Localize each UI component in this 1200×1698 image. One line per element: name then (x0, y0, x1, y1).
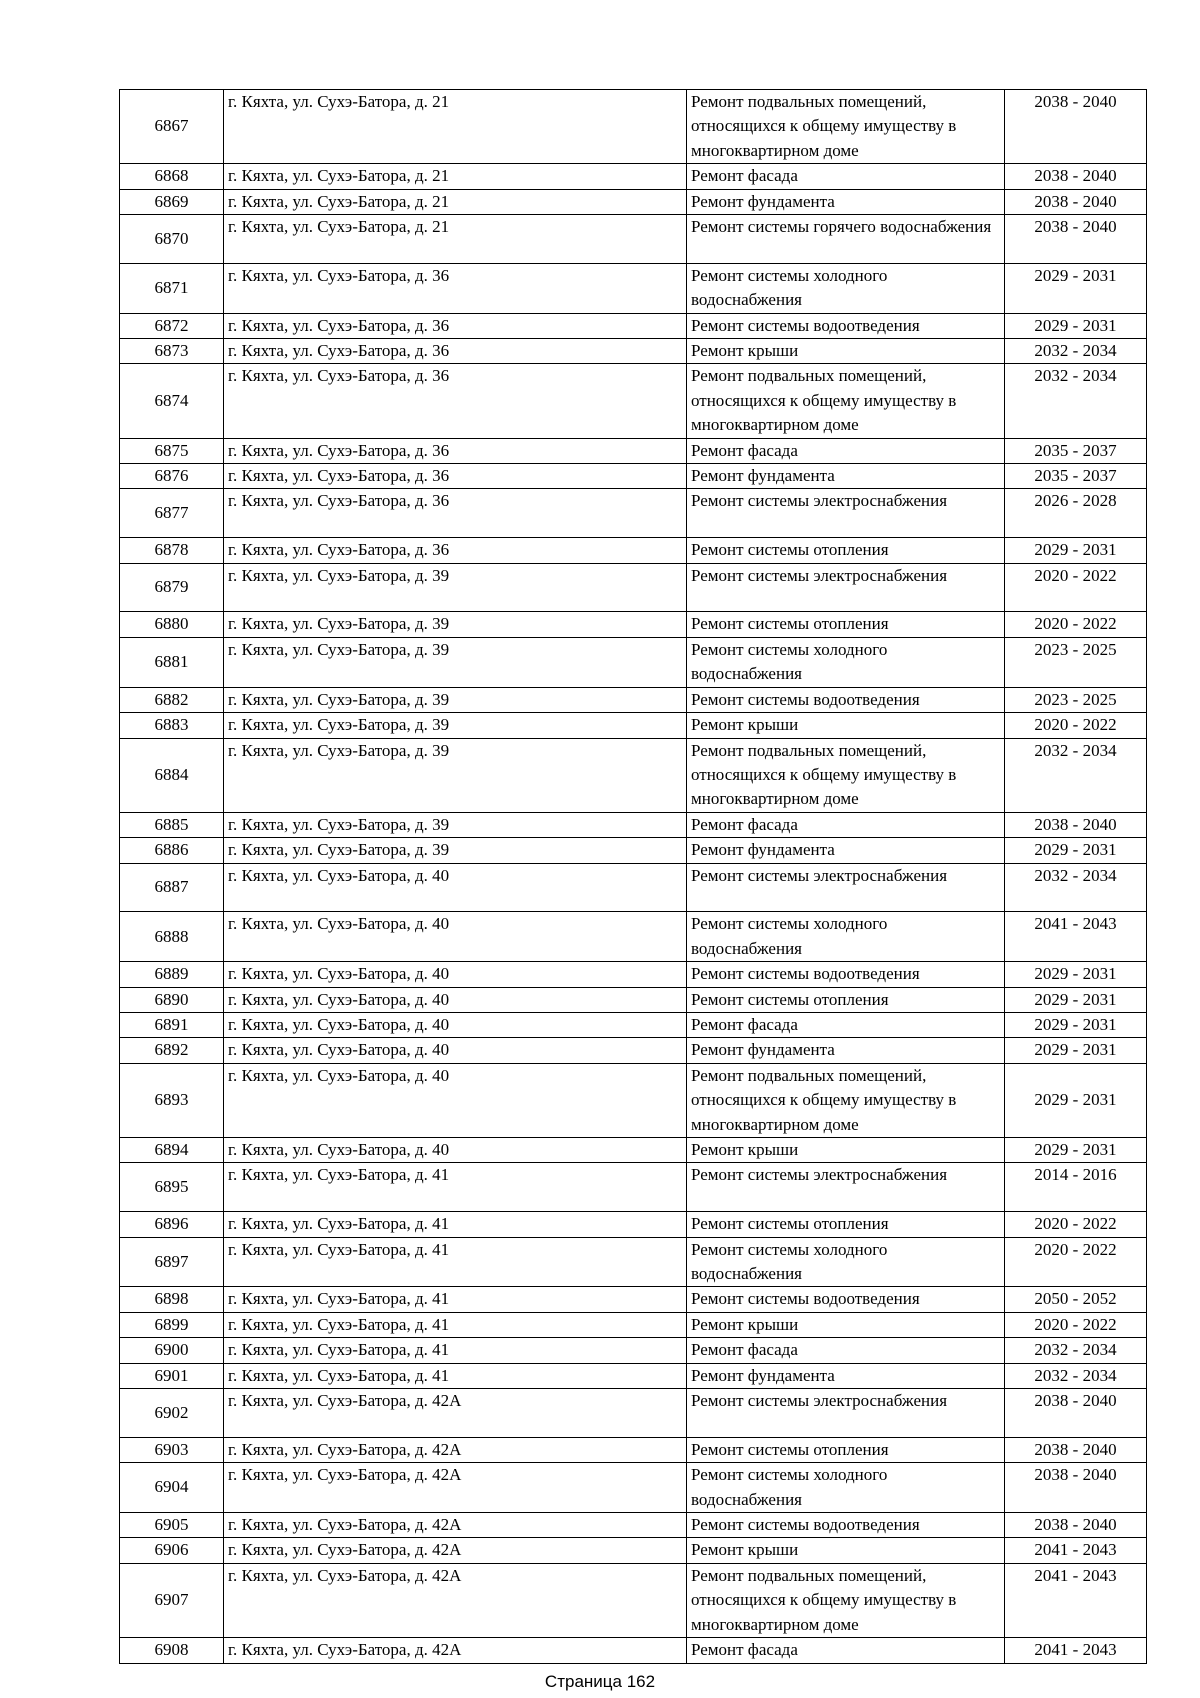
address-cell: г. Кяхта, ул. Сухэ-Батора, д. 21 (224, 189, 687, 214)
table-row (120, 90, 1147, 164)
work-type-cell: Ремонт системы отопления (687, 987, 1005, 1012)
address-cell: г. Кяхта, ул. Сухэ-Батора, д. 41 (224, 1338, 687, 1363)
address-cell: г. Кяхта, ул. Сухэ-Батора, д. 40 (224, 1038, 687, 1063)
table-row (120, 538, 1147, 563)
table-row (120, 1513, 1147, 1538)
years-cell: 2020 - 2022 (1005, 713, 1147, 738)
work-type-cell: Ремонт системы отопления (687, 1212, 1005, 1237)
work-type-cell: Ремонт крыши (687, 1138, 1005, 1163)
work-type-cell: Ремонт системы водоотведения (687, 1287, 1005, 1312)
table-row (120, 263, 1147, 313)
row-number: 6908 (120, 1638, 224, 1663)
table-row (120, 1138, 1147, 1163)
table-row (120, 612, 1147, 637)
address-cell: г. Кяхта, ул. Сухэ-Батора, д. 40 (224, 863, 687, 912)
years-cell: 2038 - 2040 (1005, 164, 1147, 189)
address-cell: г. Кяхта, ул. Сухэ-Батора, д. 42А (224, 1538, 687, 1563)
row-number: 6895 (120, 1163, 224, 1212)
table-row (120, 164, 1147, 189)
table-row (120, 1038, 1147, 1063)
address-cell: г. Кяхта, ул. Сухэ-Батора, д. 40 (224, 987, 687, 1012)
address-cell: г. Кяхта, ул. Сухэ-Батора, д. 42А (224, 1389, 687, 1438)
years-cell: 2041 - 2043 (1005, 912, 1147, 962)
work-type-cell: Ремонт системы холодного водоснабжения (687, 912, 1005, 962)
address-cell: г. Кяхта, ул. Сухэ-Батора, д. 36 (224, 538, 687, 563)
years-cell: 2032 - 2034 (1005, 364, 1147, 438)
row-number: 6905 (120, 1513, 224, 1538)
row-number: 6900 (120, 1338, 224, 1363)
address-cell: г. Кяхта, ул. Сухэ-Батора, д. 42А (224, 1563, 687, 1637)
row-number: 6869 (120, 189, 224, 214)
address-cell: г. Кяхта, ул. Сухэ-Батора, д. 39 (224, 637, 687, 687)
work-type-cell: Ремонт фундамента (687, 1038, 1005, 1063)
address-cell: г. Кяхта, ул. Сухэ-Батора, д. 21 (224, 90, 687, 164)
table-body (120, 90, 1147, 1664)
table-row (120, 838, 1147, 863)
address-cell: г. Кяхта, ул. Сухэ-Батора, д. 39 (224, 713, 687, 738)
work-type-cell: Ремонт фундамента (687, 838, 1005, 863)
table-row (120, 863, 1147, 912)
work-type-cell: Ремонт фасада (687, 164, 1005, 189)
table-row (120, 738, 1147, 812)
row-number: 6894 (120, 1138, 224, 1163)
table-row (120, 637, 1147, 687)
years-cell: 2029 - 2031 (1005, 1038, 1147, 1063)
years-cell: 2041 - 2043 (1005, 1538, 1147, 1563)
work-type-cell: Ремонт системы электроснабжения (687, 1389, 1005, 1438)
address-cell: г. Кяхта, ул. Сухэ-Батора, д. 39 (224, 812, 687, 837)
row-number: 6871 (120, 263, 224, 313)
address-cell: г. Кяхта, ул. Сухэ-Батора, д. 40 (224, 912, 687, 962)
row-number: 6878 (120, 538, 224, 563)
row-number: 6875 (120, 438, 224, 463)
row-number: 6881 (120, 637, 224, 687)
table-row (120, 687, 1147, 712)
table-row (120, 489, 1147, 538)
work-type-cell: Ремонт системы водоотведения (687, 687, 1005, 712)
address-cell: г. Кяхта, ул. Сухэ-Батора, д. 21 (224, 215, 687, 264)
row-number: 6873 (120, 339, 224, 364)
row-number: 6872 (120, 313, 224, 338)
years-cell: 2038 - 2040 (1005, 1513, 1147, 1538)
row-number: 6906 (120, 1538, 224, 1563)
work-type-cell: Ремонт фасада (687, 812, 1005, 837)
table-row (120, 438, 1147, 463)
row-number: 6874 (120, 364, 224, 438)
years-cell: 2029 - 2031 (1005, 313, 1147, 338)
address-cell: г. Кяхта, ул. Сухэ-Батора, д. 39 (224, 687, 687, 712)
row-number: 6877 (120, 489, 224, 538)
row-number: 6904 (120, 1463, 224, 1513)
row-number: 6884 (120, 738, 224, 812)
table-row (120, 1437, 1147, 1462)
table-row (120, 912, 1147, 962)
row-number: 6901 (120, 1363, 224, 1388)
address-cell: г. Кяхта, ул. Сухэ-Батора, д. 41 (224, 1212, 687, 1237)
years-cell: 2029 - 2031 (1005, 263, 1147, 313)
address-cell: г. Кяхта, ул. Сухэ-Батора, д. 21 (224, 164, 687, 189)
table-row (120, 1163, 1147, 1212)
work-type-cell: Ремонт системы холодного водоснабжения (687, 1237, 1005, 1287)
table-row (120, 1012, 1147, 1037)
row-number: 6903 (120, 1437, 224, 1462)
work-type-cell: Ремонт фундамента (687, 1363, 1005, 1388)
address-cell: г. Кяхта, ул. Сухэ-Батора, д. 39 (224, 838, 687, 863)
address-cell: г. Кяхта, ул. Сухэ-Батора, д. 36 (224, 313, 687, 338)
address-cell: г. Кяхта, ул. Сухэ-Батора, д. 39 (224, 612, 687, 637)
years-cell: 2041 - 2043 (1005, 1563, 1147, 1637)
work-type-cell: Ремонт системы отопления (687, 538, 1005, 563)
table-row (120, 1538, 1147, 1563)
table-row (120, 987, 1147, 1012)
years-cell: 2014 - 2016 (1005, 1163, 1147, 1212)
address-cell: г. Кяхта, ул. Сухэ-Батора, д. 36 (224, 364, 687, 438)
work-type-cell: Ремонт системы водоотведения (687, 1513, 1005, 1538)
row-number: 6897 (120, 1237, 224, 1287)
table-row (120, 1237, 1147, 1287)
years-cell: 2038 - 2040 (1005, 189, 1147, 214)
work-type-cell: Ремонт крыши (687, 1538, 1005, 1563)
years-cell: 2032 - 2034 (1005, 339, 1147, 364)
address-cell: г. Кяхта, ул. Сухэ-Батора, д. 42А (224, 1638, 687, 1663)
years-cell: 2029 - 2031 (1005, 962, 1147, 987)
work-type-cell: Ремонт системы горячего водоснабжения (687, 215, 1005, 264)
work-type-cell: Ремонт подвальных помещений, относящихся к общему имуществу в многоквартирном доме (687, 738, 1005, 812)
table-row (120, 962, 1147, 987)
address-cell: г. Кяхта, ул. Сухэ-Батора, д. 36 (224, 263, 687, 313)
table-row (120, 713, 1147, 738)
table-row (120, 1463, 1147, 1513)
years-cell: 2035 - 2037 (1005, 464, 1147, 489)
table-row (120, 563, 1147, 612)
address-cell: г. Кяхта, ул. Сухэ-Батора, д. 41 (224, 1363, 687, 1388)
table-row (120, 1389, 1147, 1438)
address-cell: г. Кяхта, ул. Сухэ-Батора, д. 42А (224, 1513, 687, 1538)
years-cell: 2029 - 2031 (1005, 538, 1147, 563)
address-cell: г. Кяхта, ул. Сухэ-Батора, д. 36 (224, 464, 687, 489)
years-cell: 2020 - 2022 (1005, 1237, 1147, 1287)
years-cell: 2038 - 2040 (1005, 1463, 1147, 1513)
years-cell: 2029 - 2031 (1005, 987, 1147, 1012)
work-type-cell: Ремонт фасада (687, 1012, 1005, 1037)
row-number: 6879 (120, 563, 224, 612)
address-cell: г. Кяхта, ул. Сухэ-Батора, д. 36 (224, 438, 687, 463)
address-cell: г. Кяхта, ул. Сухэ-Батора, д. 40 (224, 1138, 687, 1163)
address-cell: г. Кяхта, ул. Сухэ-Батора, д. 36 (224, 489, 687, 538)
table-row (120, 464, 1147, 489)
row-number: 6907 (120, 1563, 224, 1637)
years-cell: 2041 - 2043 (1005, 1638, 1147, 1663)
row-number: 6886 (120, 838, 224, 863)
table-row (120, 1212, 1147, 1237)
work-type-cell: Ремонт системы отопления (687, 612, 1005, 637)
table-row (120, 215, 1147, 264)
years-cell: 2050 - 2052 (1005, 1287, 1147, 1312)
years-cell: 2038 - 2040 (1005, 90, 1147, 164)
table-row (120, 1338, 1147, 1363)
years-cell: 2026 - 2028 (1005, 489, 1147, 538)
years-cell: 2038 - 2040 (1005, 215, 1147, 264)
work-type-cell: Ремонт подвальных помещений, относящихся к общему имуществу в многоквартирном доме (687, 364, 1005, 438)
work-type-cell: Ремонт крыши (687, 713, 1005, 738)
table-row (120, 812, 1147, 837)
work-type-cell: Ремонт системы холодного водоснабжения (687, 637, 1005, 687)
row-number: 6899 (120, 1312, 224, 1337)
years-cell: 2020 - 2022 (1005, 612, 1147, 637)
row-number: 6889 (120, 962, 224, 987)
address-cell: г. Кяхта, ул. Сухэ-Батора, д. 36 (224, 339, 687, 364)
work-type-cell: Ремонт крыши (687, 339, 1005, 364)
table-row (120, 1312, 1147, 1337)
row-number: 6882 (120, 687, 224, 712)
years-cell: 2029 - 2031 (1005, 838, 1147, 863)
table-row (120, 189, 1147, 214)
row-number: 6867 (120, 90, 224, 164)
years-cell: 2020 - 2022 (1005, 563, 1147, 612)
row-number: 6892 (120, 1038, 224, 1063)
address-cell: г. Кяхта, ул. Сухэ-Батора, д. 41 (224, 1163, 687, 1212)
work-type-cell: Ремонт системы водоотведения (687, 313, 1005, 338)
years-cell: 2020 - 2022 (1005, 1312, 1147, 1337)
work-type-cell: Ремонт подвальных помещений, относящихся к общему имуществу в многоквартирном доме (687, 1563, 1005, 1637)
row-number: 6902 (120, 1389, 224, 1438)
table-row (120, 1363, 1147, 1388)
row-number: 6898 (120, 1287, 224, 1312)
table-row (120, 1063, 1147, 1137)
address-cell: г. Кяхта, ул. Сухэ-Батора, д. 40 (224, 1063, 687, 1137)
years-cell: 2032 - 2034 (1005, 738, 1147, 812)
years-cell: 2029 - 2031 (1005, 1138, 1147, 1163)
work-type-cell: Ремонт системы электроснабжения (687, 1163, 1005, 1212)
work-type-cell: Ремонт системы отопления (687, 1437, 1005, 1462)
address-cell: г. Кяхта, ул. Сухэ-Батора, д. 40 (224, 1012, 687, 1037)
table-row (120, 1563, 1147, 1637)
work-type-cell: Ремонт фасада (687, 1338, 1005, 1363)
years-cell: 2032 - 2034 (1005, 1338, 1147, 1363)
row-number: 6891 (120, 1012, 224, 1037)
years-cell: 2032 - 2034 (1005, 863, 1147, 912)
address-cell: г. Кяхта, ул. Сухэ-Батора, д. 39 (224, 738, 687, 812)
years-cell: 2020 - 2022 (1005, 1212, 1147, 1237)
work-type-cell: Ремонт фасада (687, 438, 1005, 463)
years-cell: 2023 - 2025 (1005, 637, 1147, 687)
years-cell: 2038 - 2040 (1005, 1389, 1147, 1438)
row-number: 6890 (120, 987, 224, 1012)
work-type-cell: Ремонт фасада (687, 1638, 1005, 1663)
years-cell: 2038 - 2040 (1005, 812, 1147, 837)
work-type-cell: Ремонт системы водоотведения (687, 962, 1005, 987)
work-type-cell: Ремонт крыши (687, 1312, 1005, 1337)
table-row (120, 1638, 1147, 1663)
work-type-cell: Ремонт фундамента (687, 464, 1005, 489)
work-type-cell: Ремонт системы холодного водоснабжения (687, 263, 1005, 313)
years-cell: 2029 - 2031 (1005, 1012, 1147, 1037)
years-cell: 2029 - 2031 (1005, 1063, 1147, 1137)
repair-schedule-table (119, 89, 1147, 1664)
table-row (120, 313, 1147, 338)
address-cell: г. Кяхта, ул. Сухэ-Батора, д. 41 (224, 1312, 687, 1337)
row-number: 6888 (120, 912, 224, 962)
row-number: 6885 (120, 812, 224, 837)
address-cell: г. Кяхта, ул. Сухэ-Батора, д. 40 (224, 962, 687, 987)
years-cell: 2038 - 2040 (1005, 1437, 1147, 1462)
work-type-cell: Ремонт подвальных помещений, относящихся к общему имуществу в многоквартирном доме (687, 90, 1005, 164)
address-cell: г. Кяхта, ул. Сухэ-Батора, д. 41 (224, 1237, 687, 1287)
page-footer: Страница 162 (544, 1672, 656, 1691)
row-number: 6887 (120, 863, 224, 912)
address-cell: г. Кяхта, ул. Сухэ-Батора, д. 39 (224, 563, 687, 612)
address-cell: г. Кяхта, ул. Сухэ-Батора, д. 42А (224, 1463, 687, 1513)
row-number: 6896 (120, 1212, 224, 1237)
work-type-cell: Ремонт системы холодного водоснабжения (687, 1463, 1005, 1513)
table-row (120, 364, 1147, 438)
work-type-cell: Ремонт системы электроснабжения (687, 489, 1005, 538)
address-cell: г. Кяхта, ул. Сухэ-Батора, д. 42А (224, 1437, 687, 1462)
work-type-cell: Ремонт системы электроснабжения (687, 863, 1005, 912)
years-cell: 2023 - 2025 (1005, 687, 1147, 712)
row-number: 6868 (120, 164, 224, 189)
row-number: 6876 (120, 464, 224, 489)
years-cell: 2035 - 2037 (1005, 438, 1147, 463)
work-type-cell: Ремонт системы электроснабжения (687, 563, 1005, 612)
work-type-cell: Ремонт фундамента (687, 189, 1005, 214)
row-number: 6880 (120, 612, 224, 637)
address-cell: г. Кяхта, ул. Сухэ-Батора, д. 41 (224, 1287, 687, 1312)
work-type-cell: Ремонт подвальных помещений, относящихся к общему имуществу в многоквартирном доме (687, 1063, 1005, 1137)
row-number: 6870 (120, 215, 224, 264)
row-number: 6893 (120, 1063, 224, 1137)
table-row (120, 1287, 1147, 1312)
row-number: 6883 (120, 713, 224, 738)
table-row (120, 339, 1147, 364)
years-cell: 2032 - 2034 (1005, 1363, 1147, 1388)
